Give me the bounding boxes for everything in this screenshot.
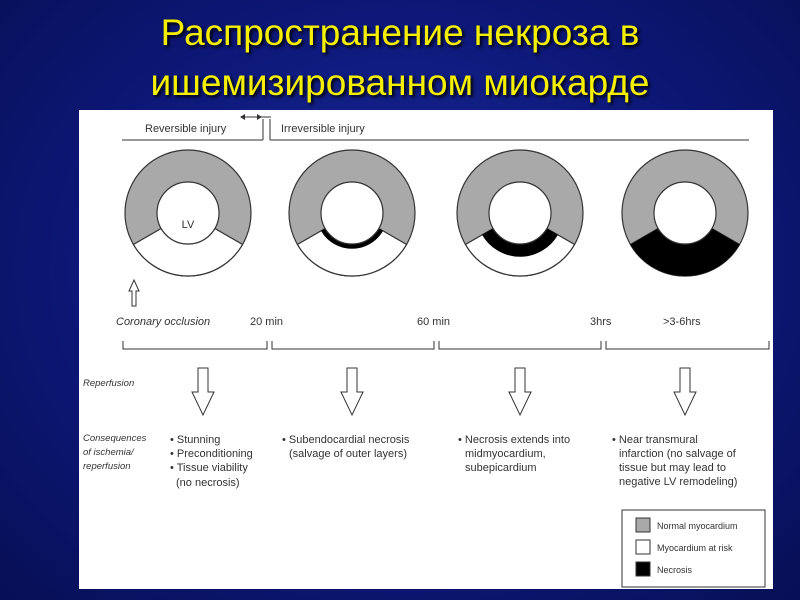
legend — [622, 510, 765, 587]
consequences-column-4 — [612, 434, 737, 488]
reperfusion-arrow-3-icon — [509, 368, 531, 415]
figure-panel — [79, 110, 773, 589]
occlusion-arrow-icon — [129, 280, 139, 306]
consequences-column-1 — [170, 434, 253, 489]
consequences-column-3 — [458, 434, 570, 474]
time-label-3hrs: 3hrs — [590, 316, 612, 328]
time-label-20min: 20 min — [250, 316, 284, 328]
heart-4-lv-cavity — [654, 182, 716, 244]
time-label-3-6hrs: >3-6hrs — [663, 316, 701, 328]
consequence-4-line-2: infarction (no salvage of — [619, 448, 736, 460]
reperfusion-arrow-4-icon — [674, 368, 696, 415]
stage-bracket-3 — [439, 341, 601, 349]
legend-label-normal: Normal myocardium — [657, 521, 738, 531]
consequence-3-line-1: • Necrosis extends into — [458, 434, 571, 446]
consequences-label-3: reperfusion — [83, 461, 131, 472]
stage-bracket-1 — [123, 341, 267, 349]
irreversible-injury-label: Irreversible injury — [281, 123, 365, 135]
slide-title — [0, 8, 800, 108]
consequence-2-line-2: (salvage of outer layers) — [289, 448, 407, 460]
legend-label-necrosis: Necrosis — [657, 565, 693, 575]
consequence-4-line-1: • Near transmural — [612, 434, 698, 446]
legend-swatch-risk — [636, 540, 650, 554]
reperfusion-arrow-1-icon — [192, 368, 214, 415]
consequence-4-line-3: tissue but may lead to — [619, 462, 727, 474]
consequence-1-line-4: (no necrosis) — [176, 477, 240, 489]
title-line-2: ишемизированном миокарде — [150, 62, 650, 103]
left-arrow-head-icon — [240, 114, 245, 120]
consequence-1-line-3: • Tissue viability — [170, 462, 248, 474]
reversible-injury-label: Reversible injury — [145, 123, 227, 135]
stage-bracket-4 — [606, 341, 769, 349]
legend-swatch-normal — [636, 518, 650, 532]
consequences-label-2: of ischemia/ — [83, 447, 134, 458]
consequence-2-line-1: • Subendocardial necrosis — [282, 434, 410, 446]
consequence-3-line-2: midmyocardium, — [465, 448, 546, 460]
consequences-column-2 — [282, 434, 410, 460]
heart-2-lv-cavity — [321, 182, 383, 244]
consequence-1-line-2: • Preconditioning — [170, 448, 253, 460]
stage-brackets — [123, 341, 769, 349]
heart-1-lv-cavity — [157, 182, 219, 244]
right-arrow-head-icon — [257, 114, 262, 120]
consequences-label-1: Consequences — [83, 433, 147, 444]
reperfusion-arrow-2-icon — [341, 368, 363, 415]
reperfusion-arrows — [192, 368, 696, 415]
heart-sections — [125, 150, 748, 276]
title-line-1: Распространение некроза в — [160, 12, 640, 53]
time-label-60min: 60 min — [417, 316, 451, 328]
legend-label-risk: Myocardium at risk — [657, 543, 733, 553]
consequence-3-line-3: subepicardium — [465, 462, 537, 474]
lv-label: LV — [181, 219, 195, 231]
heart-3-lv-cavity — [489, 182, 551, 244]
consequence-1-line-1: • Stunning — [170, 434, 221, 446]
coronary-occlusion-label: Coronary occlusion — [116, 316, 211, 328]
stage-bracket-2 — [272, 341, 434, 349]
legend-swatch-necrosis — [636, 562, 650, 576]
consequence-4-line-4: negative LV remodeling) — [619, 476, 738, 488]
necrosis-diagram — [79, 110, 773, 589]
reperfusion-label: Reperfusion — [83, 378, 135, 389]
